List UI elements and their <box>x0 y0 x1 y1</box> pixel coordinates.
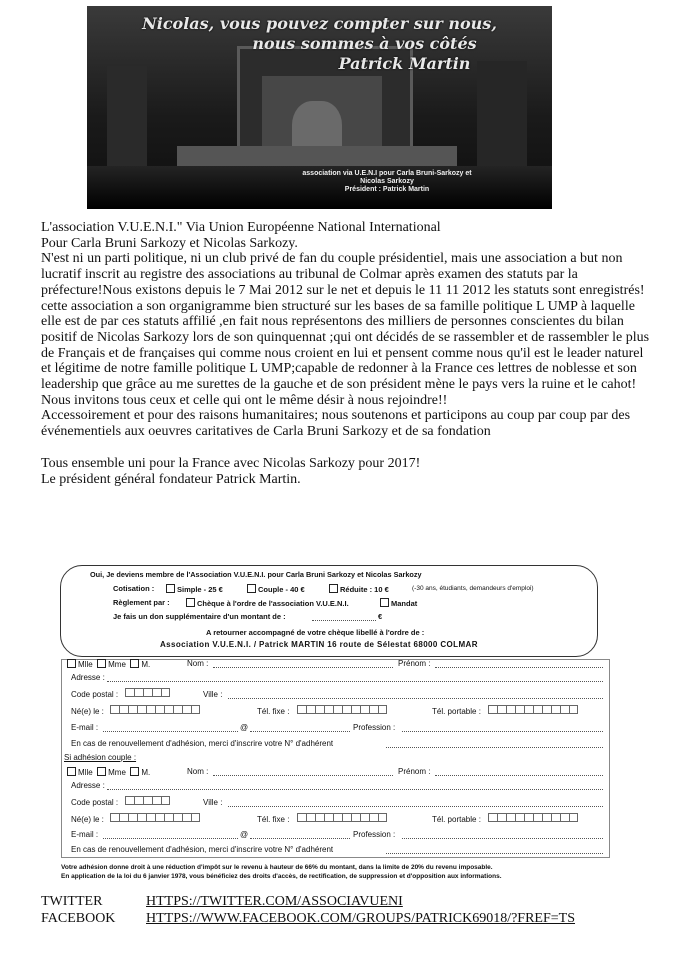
tel-portable-label-1: Tél. portable : <box>432 707 481 716</box>
tel-fixe-field-2[interactable] <box>297 813 387 822</box>
closing-line1: Tous ensemble uni pour la France avec Nicolas Sarkozy pour 2017! <box>41 455 421 471</box>
cp-field-2[interactable] <box>125 796 170 805</box>
tel-fixe-label-1: Tél. fixe : <box>257 707 290 716</box>
facebook-link-wrap <box>146 911 575 927</box>
cp-field-1[interactable] <box>125 688 170 697</box>
email-label-1: E-mail : <box>71 723 99 732</box>
email-field-2[interactable] <box>103 838 238 839</box>
cp-label-1: Code postal : <box>71 690 119 699</box>
checkbox-mandat[interactable] <box>380 598 389 607</box>
email-label-2: E-mail : <box>71 830 99 839</box>
email-at-2: @ <box>240 830 249 839</box>
tax-note: Votre adhésion donne droit à une réduction d'impôt sur le revenu à hauteur de 66% du montant, dans la limite de 20% du revenu imposable. <box>61 864 493 871</box>
facebook-link[interactable]: HTTPS://WWW.FACEBOOK.COM/GROUPS/PATRICK69018/?FREF=TS <box>146 911 576 926</box>
tel-portable-field-2[interactable] <box>488 813 578 822</box>
ville-label-2: Ville : <box>203 798 223 807</box>
checkbox-mme-1[interactable] <box>97 659 106 668</box>
option-cheque[interactable]: Chèque à l'ordre de l'association V.U.E.N.I. <box>186 598 349 608</box>
nom-field-2[interactable] <box>213 775 393 776</box>
intro-line1: L'association V.U.E.N.I." Via Union Européenne National International <box>41 220 441 235</box>
email-at-1: @ <box>240 723 249 732</box>
tel-fixe-label-2: Tél. fixe : <box>257 815 290 824</box>
renouvellement-field-1[interactable] <box>386 747 603 748</box>
renouvellement-label-2: En cas de renouvellement d'adhésion, merci d'inscrire votre N° d'adhérent <box>71 845 334 854</box>
privacy-note: En application de la loi du 6 janvier 1978, vous bénéficiez des droits d'accès, de rectification, de suppression et d'opposition aux informations. <box>61 873 502 880</box>
nom-label-1: Nom : <box>187 659 209 668</box>
twitter-link-wrap <box>146 894 403 910</box>
checkbox-mlle-1[interactable] <box>67 659 76 668</box>
retour-instruction: A retourner accompagné de votre chèque libellé à l'ordre de : <box>206 628 425 637</box>
naissance-field-2[interactable] <box>110 813 200 822</box>
option-mandat[interactable]: Mandat <box>380 598 417 608</box>
banner-caption-line1: Nicolas, vous pouvez compter sur nous, <box>142 14 497 33</box>
paragraph-invitation: Nous invitons tous ceux et celle qui ont le même désir à nous rejoindre!! <box>41 392 448 408</box>
facebook-label: FACEBOOK <box>41 911 116 926</box>
paragraph-status: N'est ni un parti politique, ni un club privé de fan du couple présidentiel, mais une association a but non lucratif inscrit au registre des associations au tribunal de Colmar après examen des statuts par la préfecture!Nous existons depuis le 7 Mai 2012 sur le net et depuis le 11 11 2012 les statuts sont enregistrés! <box>41 251 645 298</box>
prenom-label-2: Prénom : <box>398 767 431 776</box>
tel-fixe-field-1[interactable] <box>297 705 387 714</box>
ville-field-1[interactable] <box>228 698 603 699</box>
checkbox-couple[interactable] <box>247 584 256 593</box>
civility-options-1: Mlle Mme M. <box>67 659 150 669</box>
banner-photo <box>87 6 552 209</box>
twitter-link[interactable]: HTTPS://TWITTER.COM/ASSOCIAVUENI <box>146 894 403 909</box>
banner-caption-line2: nous sommes à vos côtés <box>252 34 477 53</box>
option-simple[interactable]: Simple - 25 € <box>166 584 223 594</box>
tel-portable-field-1[interactable] <box>488 705 578 714</box>
association-description <box>41 220 651 487</box>
don-unit: € <box>378 612 383 621</box>
checkbox-simple[interactable] <box>166 584 175 593</box>
tel-portable-label-2: Tél. portable : <box>432 815 481 824</box>
cotisation-label: Cotisation : <box>113 584 155 593</box>
option-couple[interactable]: Couple - 40 € <box>247 584 305 594</box>
profession-label-1: Profession : <box>353 723 396 732</box>
don-label: Je fais un don supplémentaire d'un montant de : <box>113 612 286 621</box>
checkbox-mme-2[interactable] <box>97 767 106 776</box>
adresse-field-1[interactable] <box>107 681 603 682</box>
civility-options-2: Mlle Mme M. <box>67 767 150 777</box>
profession-label-2: Profession : <box>353 830 396 839</box>
prenom-field-1[interactable] <box>435 667 603 668</box>
naissance-label-1: Né(e) le : <box>71 707 104 716</box>
banner-subtitle-line2: Nicolas Sarkozy <box>360 178 414 185</box>
nom-field-1[interactable] <box>213 667 393 668</box>
reduite-note: (-30 ans, étudiants, demandeurs d'emploi) <box>412 585 534 592</box>
ville-label-1: Ville : <box>203 690 223 699</box>
option-reduite[interactable]: Réduite : 10 € <box>329 584 389 594</box>
paragraph-humanitarian: Accessoirement et pour des raisons humanitaires; nous soutenons et participons au coup par coup par des événementiels aux oeuvres caritatives de Carla Bruni Sarkozy et de sa fondation <box>41 408 631 440</box>
naissance-field-1[interactable] <box>110 705 200 714</box>
profession-field-2[interactable] <box>402 838 603 839</box>
return-address: Association V.U.E.N.I. / Patrick MARTIN 16 route de Sélestat 68000 COLMAR <box>160 640 478 649</box>
banner-caption-line3: Patrick Martin <box>338 54 471 73</box>
reglement-label: Règlement par : <box>113 598 170 607</box>
checkbox-m-1[interactable] <box>130 659 139 668</box>
checkbox-mlle-2[interactable] <box>67 767 76 776</box>
prenom-field-2[interactable] <box>435 775 603 776</box>
intro-line2: Pour Carla Bruni Sarkozy et Nicolas Sarkozy. <box>41 235 298 251</box>
banner-subtitle-line1: association via U.E.N.I pour Carla Bruni-Sarkozy et <box>302 170 472 177</box>
checkbox-cheque[interactable] <box>186 598 195 607</box>
form-header: Oui, Je deviens membre de l'Association V.U.E.N.I. pour Carla Bruni Sarkozy et Nicolas Sarkozy <box>90 570 422 579</box>
twitter-label: TWITTER <box>41 894 103 909</box>
adresse-field-2[interactable] <box>107 789 603 790</box>
renouvellement-field-2[interactable] <box>386 853 603 854</box>
ville-field-2[interactable] <box>228 806 603 807</box>
email-domain-field-1[interactable] <box>250 731 350 732</box>
checkbox-m-2[interactable] <box>130 767 139 776</box>
renouvellement-label-1: En cas de renouvellement d'adhésion, merci d'inscrire votre N° d'adhérent <box>71 739 334 748</box>
profession-field-1[interactable] <box>402 731 603 732</box>
couple-label: Si adhésion couple : <box>64 753 137 762</box>
prenom-label-1: Prénom : <box>398 659 431 668</box>
don-amount-field[interactable] <box>312 620 376 621</box>
adresse-label-1: Adresse : <box>71 673 105 682</box>
checkbox-reduite[interactable] <box>329 584 338 593</box>
paragraph-organigram: cette association a son organigramme bien structuré sur les bases de sa famille politique L UMP à laquelle elle est de par ces statuts affilié ,en fait nous représentons des milliers de personnes conscientes du bilan positif de Nicolas Sarkozy lors de son quinquennat ;qui ont décidés de se rassembler et de rassembler le plus de Français et de françaises qui comme nous croient en lui et pensent comme nous qu'il est le leader naturel et légitime de notre famille politique L UMP;capable de redonner à la France ces lettres de noblesse et son leadership que grâce au me surettes de la gauche et de son président mène le pays vers la ruine et le cahot! <box>41 298 650 393</box>
nom-label-2: Nom : <box>187 767 209 776</box>
email-domain-field-2[interactable] <box>250 838 350 839</box>
naissance-label-2: Né(e) le : <box>71 815 104 824</box>
closing-line2: Le président général fondateur Patrick Martin. <box>41 471 301 487</box>
adresse-label-2: Adresse : <box>71 781 105 790</box>
email-field-1[interactable] <box>103 731 238 732</box>
cp-label-2: Code postal : <box>71 798 119 807</box>
banner-subtitle-line3: Président : Patrick Martin <box>344 186 430 193</box>
